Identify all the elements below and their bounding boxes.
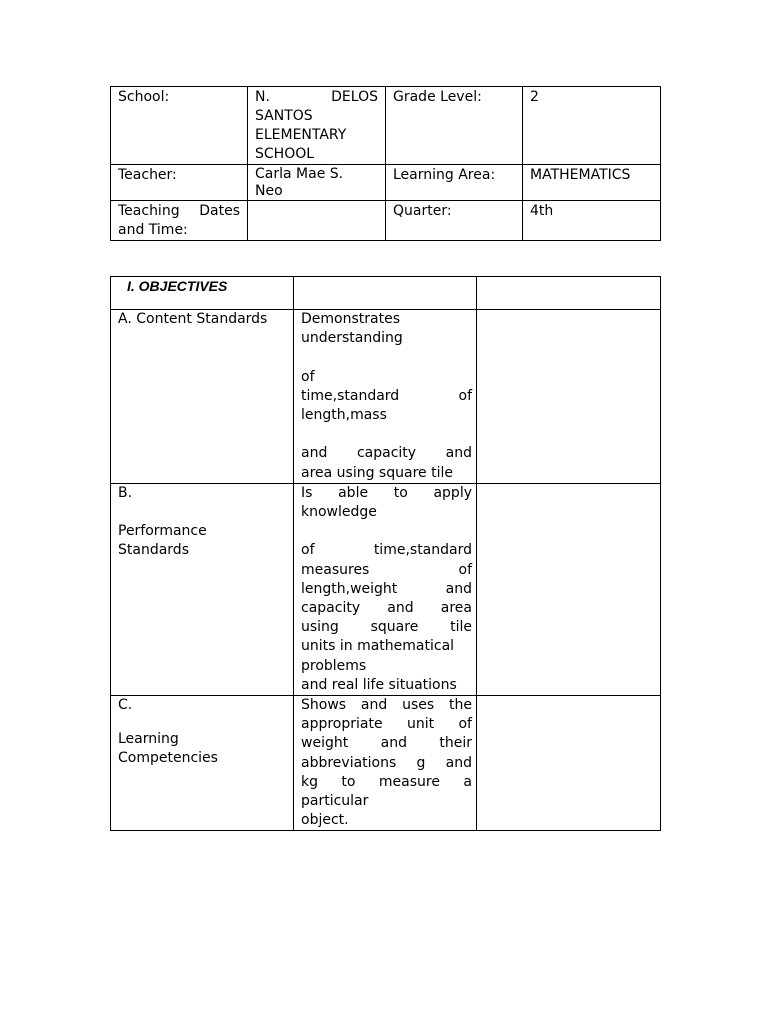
performance-standards-row (111, 483, 661, 695)
content-standards-text: Demonstrates understanding of time,standard of length,mass and capacity and area using square tile (294, 310, 477, 484)
lesson-header-table (110, 86, 661, 241)
school-row (111, 87, 661, 165)
content-standards-notes (477, 310, 661, 484)
learning-area-value: MATHEMATICS (523, 165, 661, 201)
dates-label-line: and Time: (118, 222, 188, 238)
quarter-value: 4th (523, 201, 661, 241)
quarter-label: Quarter: (386, 201, 523, 241)
objectives-heading-empty (294, 277, 477, 310)
dates-row (111, 201, 661, 241)
school-line: SCHOOL (255, 146, 315, 162)
school-label: School: (111, 87, 248, 165)
school-line: N. DELOS (255, 89, 378, 105)
teacher-line: Neo (255, 183, 283, 199)
performance-standards-label: B. Performance Standards (111, 483, 294, 695)
learning-competencies-notes (477, 696, 661, 831)
teacher-label: Teacher: (111, 165, 248, 201)
objectives-heading-empty (477, 277, 661, 310)
teacher-line: Carla Mae S. (255, 166, 344, 182)
dates-label-line: Teaching Dates (118, 203, 240, 219)
performance-standards-notes (477, 483, 661, 695)
grade-level-label: Grade Level: (386, 87, 523, 165)
school-line: SANTOS (255, 108, 313, 124)
learning-competencies-label: C. Learning Competencies (111, 696, 294, 831)
teacher-row (111, 165, 661, 201)
objectives-table (110, 276, 661, 831)
objectives-heading: I. OBJECTIVES (111, 277, 294, 310)
teaching-dates-label (111, 201, 248, 241)
objectives-heading-row (111, 277, 661, 310)
school-value (248, 87, 386, 165)
performance-standards-text: Is able to apply knowledge of time,standard measures of length,weight and capacity and area using square tile units in mathematical problems and real life situations (294, 483, 477, 695)
content-standards-row (111, 310, 661, 484)
learning-competencies-row (111, 696, 661, 831)
school-line: ELEMENTARY (255, 127, 347, 143)
grade-level-value: 2 (523, 87, 661, 165)
content-standards-label: A. Content Standards (111, 310, 294, 484)
teaching-dates-value (248, 201, 386, 241)
teacher-value (248, 165, 386, 201)
learning-competencies-text: Shows and uses the appropriate unit of weight and their abbreviations g and kg to measure a particular object. (294, 696, 477, 831)
learning-area-label: Learning Area: (386, 165, 523, 201)
